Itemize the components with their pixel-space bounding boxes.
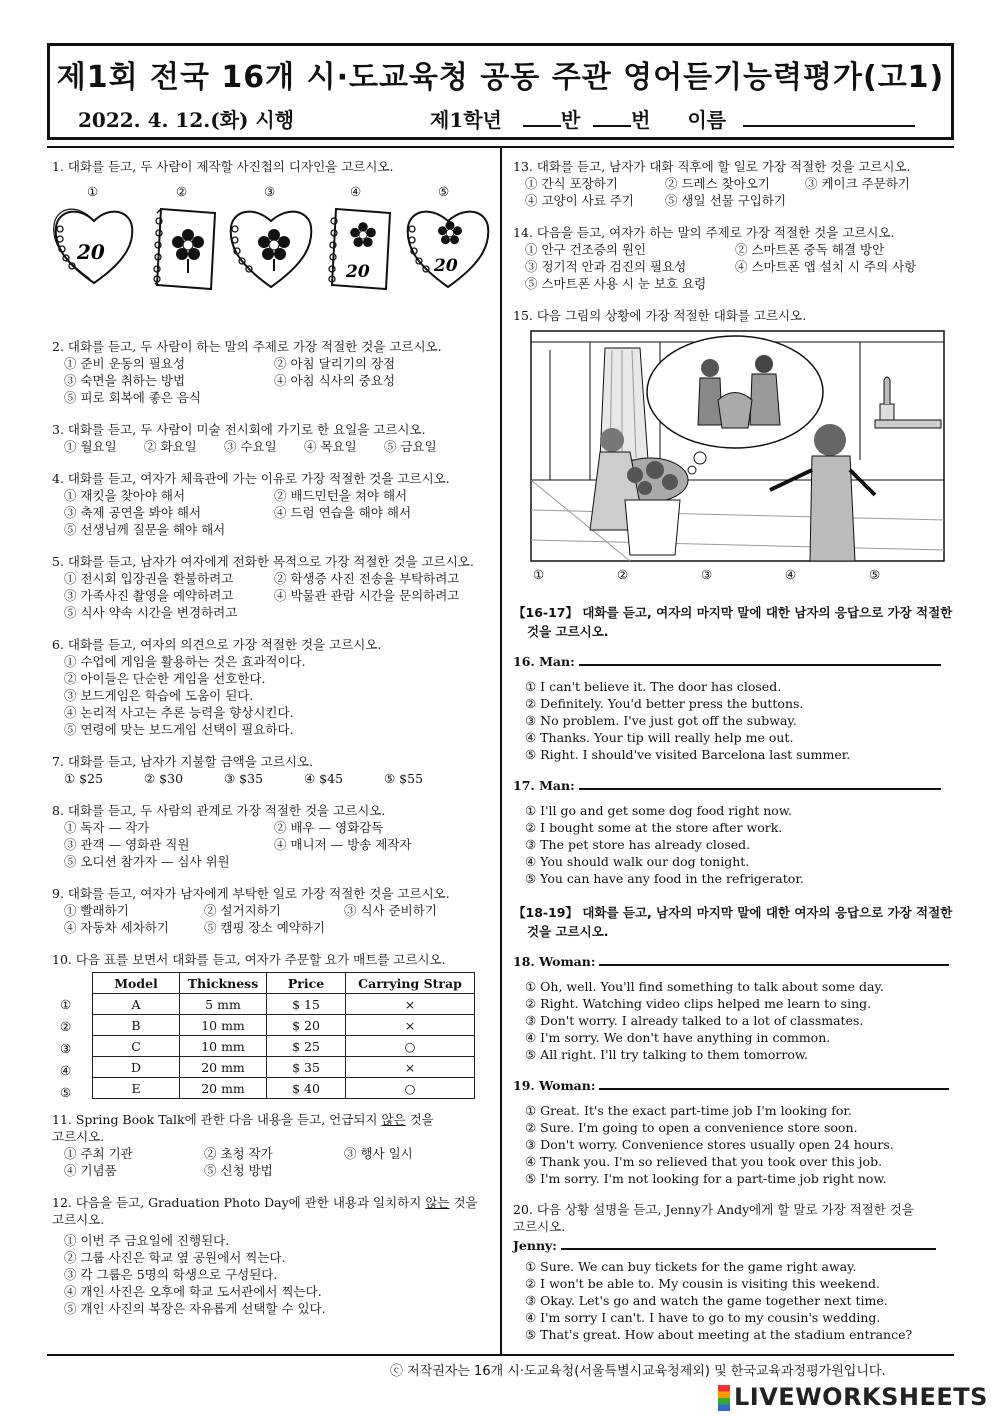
q20-option-5[interactable]: ⑤ That's great. How about meeting at the stadium entrance? [525,1327,913,1342]
question-8 [52,802,492,870]
question-18 [513,953,953,1063]
q1-num-2[interactable]: ② [176,184,188,199]
cell-model: B [93,1015,180,1036]
q15-option-5[interactable]: ⑤ [869,567,881,582]
q6-option-2[interactable]: ② 아이들은 단순한 게임을 선호한다. [64,671,266,686]
logo-mark-icon [718,1385,730,1411]
q13-option-5[interactable]: ⑤ 생일 선물 구입하기 [665,193,787,208]
left-column [52,158,492,1317]
album-5-label: 20 [434,256,458,276]
q17-option-4[interactable]: ④ You should walk our dog tonight. [525,854,750,869]
room-scene-illustration [530,330,945,562]
q11-option-2[interactable]: ② 초청 작가 [204,1146,273,1161]
album-rect-flower-20-icon [322,205,397,295]
grade-label: 제1학년 [430,108,502,132]
q20-text-a: 20. 다음 상황 설명을 듣고, Jenny가 Andy에게 할 말로 가장 적절한 것을 [513,1202,914,1217]
q15-option-2[interactable]: ② [617,567,629,582]
question-13 [513,158,953,209]
cell-thickness: 5 mm [180,994,267,1015]
q6-option-1[interactable]: ① 수업에 게임을 활용하는 것은 효과적이다. [64,654,306,669]
q20-option-3[interactable]: ③ Okay. Let's go and watch the game together next time. [525,1293,888,1308]
q15-text: 15. 다음 그림의 상황에 가장 적절한 대화를 고르시오. [513,308,807,323]
album-heart-20-icon [52,203,137,289]
exam-title: 제1회 전국 16개 시·도교육청 공동 주관 영어듣기능력평가(고1) [56,60,945,95]
q16-label: 16. Man: [513,654,575,669]
q18-option-5[interactable]: ⑤ All right. I'll try talking to them tomorrow. [525,1047,809,1062]
q12-option-5[interactable]: ⑤ 개인 사진의 복장은 자유롭게 선택할 수 있다. [64,1301,326,1316]
q6-option-4[interactable]: ④ 논리적 사고는 추론 능력을 향상시킨다. [64,705,294,720]
q10-num-5[interactable]: ⑤ [60,1085,72,1100]
table-row[interactable] [93,1057,475,1078]
q16-option-2[interactable]: ② Definitely. You'd better press the buttons. [525,696,804,711]
number-blank[interactable] [593,109,631,127]
q16-option-3[interactable]: ③ No problem. I've just got off the subway. [525,713,797,728]
album-flower-rect-icon [147,205,222,293]
q8-option-4[interactable]: ④ 매니저 — 방송 제작자 [274,837,412,852]
q9-option-1[interactable]: ① 빨래하기 [64,903,129,918]
question-12 [52,1194,492,1317]
q18-option-2[interactable]: ② Right. Watching video clips helped me learn to sing. [525,996,872,1011]
exam-date: 2022. 4. 12.(화) 시행 [78,108,295,132]
q6-option-5[interactable]: ⑤ 연령에 맞는 보드게임 선택이 필요하다. [64,722,294,737]
cell-model: D [93,1057,180,1078]
q8-option-1[interactable]: ① 독자 — 작가 [64,820,150,835]
col-header-strap: Carrying Strap [346,973,475,994]
q18-option-3[interactable]: ③ Don't worry. I already talked to a lot of classmates. [525,1013,864,1028]
copyright-notice: ⓒ 저작권자는 16개 시·도교육청(서울특별시교육청제외) 및 한국교육과정평가원입니다. [390,1364,886,1379]
q17-option-1[interactable]: ① I'll go and get some dog food right now. [525,803,793,818]
q1-num-5[interactable]: ⑤ [438,184,450,199]
q8-option-2[interactable]: ② 배우 — 영화감독 [274,820,384,835]
number-label: 번 [631,108,651,132]
q17-label: 17. Man: [513,778,575,793]
q5-option-5[interactable]: ⑤ 식사 약속 시간을 변경하려고 [64,605,238,620]
q9-option-3[interactable]: ③ 식사 준비하기 [344,903,437,918]
q11-option-3[interactable]: ③ 행사 일시 [344,1146,413,1161]
cell-model: E [93,1078,180,1099]
q17-option-3[interactable]: ③ The pet store has already closed. [525,837,751,852]
q3-option-4[interactable]: ④ 목요일 [304,439,357,454]
q2-option-4[interactable]: ④ 아침 식사의 중요성 [274,373,396,388]
q14-option-5[interactable]: ⑤ 스마트폰 사용 시 눈 보호 요령 [525,276,707,291]
cell-price: $ 20 [267,1015,346,1036]
cell-strap: × [346,994,475,1015]
q15-option-4[interactable]: ④ [785,567,797,582]
cell-thickness: 20 mm [180,1078,267,1099]
q12-underline: 않는 [425,1195,450,1210]
divider-bottom [47,1354,954,1356]
q4-option-4[interactable]: ④ 드럼 연습을 해야 해서 [274,505,412,520]
q16-option-1[interactable]: ① I can't believe it. The door has closed. [525,679,782,694]
q6-option-3[interactable]: ③ 보드게임은 학습에 도움이 된다. [64,688,254,703]
cell-strap: × [346,1015,475,1036]
q10-num-4[interactable]: ④ [60,1063,72,1078]
q4-option-1[interactable]: ① 재킷을 찾아야 해서 [64,488,186,503]
q5-option-1[interactable]: ① 전시회 입장권을 환불하려고 [64,571,234,586]
q18-option-4[interactable]: ④ I'm sorry. We don't have anything in common. [525,1030,831,1045]
q11-text-b: 것을 [405,1112,434,1127]
q12-option-1[interactable]: ① 이번 주 금요일에 진행된다. [64,1233,230,1248]
q9-text: 9. 대화를 듣고, 여자가 남자에게 부탁한 일로 가장 적절한 것을 고르시오. [52,886,450,901]
q14-text: 14. 다음을 듣고, 여자가 하는 말의 주제로 가장 적절한 것을 고르시오. [513,225,895,240]
cell-price: $ 25 [267,1036,346,1057]
question-19 [513,1077,953,1187]
q11-option-5[interactable]: ⑤ 신청 방법 [204,1163,273,1178]
album-heart-flower-20-icon [404,203,492,293]
class-blank[interactable] [523,109,561,127]
question-17 [513,777,953,887]
q16-option-4[interactable]: ④ Thanks. Your tip will really help me out. [525,730,794,745]
q7-option-2[interactable]: ② $30 [144,771,184,786]
q20-option-1[interactable]: ① Sure. We can buy tickets for the game right away. [525,1259,857,1274]
q19-option-5[interactable]: ⑤ I'm sorry. I'm not looking for a part-time job right now. [525,1171,887,1186]
q16-option-5[interactable]: ⑤ Right. I should've visited Barcelona last summer. [525,747,851,762]
q7-text: 7. 대화를 듣고, 남자가 지불할 금액을 고르시오. [52,754,314,769]
cell-thickness: 10 mm [180,1015,267,1036]
q8-option-5[interactable]: ⑤ 오디션 참가자 — 심사 위원 [64,854,230,869]
q16-answer-blank[interactable] [579,654,941,666]
q11-option-1[interactable]: ① 주최 기관 [64,1146,133,1161]
q4-text: 4. 대화를 듣고, 여자가 체육관에 가는 이유로 가장 적절한 것을 고르시오. [52,471,450,486]
q15-option-3[interactable]: ③ [701,567,713,582]
table-row[interactable] [93,1078,475,1099]
q10-num-2[interactable]: ② [60,1019,72,1034]
name-label: 이름 [687,108,727,132]
q1-text: 1. 대화를 듣고, 두 사람이 제작할 사진첩의 디자인을 고르시오. [52,159,394,174]
question-7 [52,753,492,787]
q9-option-2[interactable]: ② 설거지하기 [204,903,281,918]
album-4-label: 20 [346,262,370,282]
q20-option-2[interactable]: ② I won't be able to. My cousin is visiting this weekend. [525,1276,880,1291]
q13-option-2[interactable]: ② 드레스 찾아오기 [665,176,770,191]
question-10 [52,951,492,1099]
cell-price: $ 15 [267,994,346,1015]
q3-option-5[interactable]: ⑤ 금요일 [384,439,437,454]
q10-table-wrap [52,972,492,1099]
q10-num-1[interactable]: ① [60,997,72,1012]
question-1 [52,158,492,301]
q19-answer-blank[interactable] [599,1078,949,1090]
q11-option-4[interactable]: ④ 기념품 [64,1163,117,1178]
q12-option-3[interactable]: ③ 각 그룹은 5명의 학생으로 구성된다. [64,1267,278,1282]
table-row[interactable] [93,1015,475,1036]
q20-answer-blank[interactable] [561,1238,936,1250]
question-14 [513,224,953,292]
q14-option-4[interactable]: ④ 스마트폰 앱 설치 시 주의 사항 [735,259,917,274]
cell-thickness: 20 mm [180,1057,267,1078]
album-heart-flower-icon [227,203,315,293]
student-info [430,104,915,133]
q20-text-b: 고르시오. [513,1219,566,1234]
q12-text-a: 12. 다음을 듣고, Graduation Photo Day에 관한 내용과 일치하지 [52,1195,426,1210]
table-row[interactable] [93,1036,475,1057]
col-header-price: Price [267,973,346,994]
q6-text: 6. 대화를 듣고, 여자의 의견으로 가장 적절한 것을 고르시오. [52,637,382,652]
q12-text [52,1194,492,1211]
q17-option-5[interactable]: ⑤ You can have any food in the refrigerator. [525,871,804,886]
q18-label: 18. Woman: [513,954,596,969]
table-row[interactable] [93,994,475,1015]
q14-option-2[interactable]: ② 스마트폰 중독 해결 방안 [735,242,885,257]
cell-thickness: 10 mm [180,1036,267,1057]
q13-option-4[interactable]: ④ 고양이 사료 주기 [525,193,634,208]
question-11 [52,1111,492,1179]
col-header-thickness: Thickness [180,973,267,994]
q3-text: 3. 대화를 듣고, 두 사람이 미술 전시회에 가기로 한 요일을 고르시오. [52,422,426,437]
section-16-17-line2: 것을 고르시오. [527,624,609,639]
section-18-19-line1: 【18-19】 대화를 듣고, 남자의 마지막 말에 대한 여자의 응답으로 가장 적절한 [513,905,953,920]
section-18-19-line2: 것을 고르시오. [527,924,609,939]
question-3 [52,421,492,455]
q4-option-3[interactable]: ③ 축제 공연을 봐야 해서 [64,505,202,520]
q1-choices [52,181,492,301]
q5-option-2[interactable]: ② 학생증 사진 전송을 부탁하려고 [274,571,460,586]
q7-option-5[interactable]: ⑤ $55 [384,771,424,786]
question-9 [52,885,492,936]
q20-label: Jenny: [513,1238,557,1253]
question-2 [52,338,492,406]
q8-text: 8. 대화를 듣고, 두 사람의 관계로 가장 적절한 것을 고르시오. [52,803,386,818]
q2-text: 2. 대화를 듣고, 두 사람이 하는 말의 주제로 가장 적절한 것을 고르시오. [52,339,442,354]
exam-header [47,43,954,140]
q13-option-1[interactable]: ① 간식 포장하기 [525,176,618,191]
q19-option-1[interactable]: ① Great. It's the exact part-time job I'm looking for. [525,1103,852,1118]
q9-option-5[interactable]: ⑤ 캠핑 장소 예약하기 [204,920,326,935]
question-5 [52,553,492,621]
section-16-17-line1: 【16-17】 대화를 듣고, 여자의 마지막 말에 대한 남자의 응답으로 가장 적절한 [513,605,953,620]
q13-option-3[interactable]: ③ 케이크 주문하기 [805,176,910,191]
q12-text-c: 고르시오. [52,1212,105,1227]
album-1-label: 20 [77,240,105,264]
q5-option-4[interactable]: ④ 박물관 관람 시간을 문의하려고 [274,588,460,603]
cell-price: $ 35 [267,1057,346,1078]
question-15 [513,307,953,583]
q7-option-3[interactable]: ③ $35 [224,771,264,786]
q19-option-4[interactable]: ④ Thank you. I'm so relieved that you took over this job. [525,1154,883,1169]
q19-label: 19. Woman: [513,1078,596,1093]
q11-text-a: 11. Spring Book Talk에 관한 다음 내용을 듣고, 언급되지 [52,1112,382,1127]
q12-option-2[interactable]: ② 그룹 사진은 학교 옆 공원에서 찍는다. [64,1250,286,1265]
q2-option-3[interactable]: ③ 숙면을 취하는 방법 [64,373,186,388]
q13-text: 13. 대화를 듣고, 남자가 대화 직후에 할 일로 가장 적절한 것을 고르시오. [513,159,911,174]
q18-answer-blank[interactable] [599,954,949,966]
q17-option-2[interactable]: ② I bought some at the store after work. [525,820,783,835]
q3-option-3[interactable]: ③ 수요일 [224,439,277,454]
column-divider [500,147,502,1354]
q20-option-4[interactable]: ④ I'm sorry I can't. I have to go to my cousin's wedding. [525,1310,881,1325]
question-4 [52,470,492,538]
q11-underline: 않은 [381,1112,406,1127]
q19-option-3[interactable]: ③ Don't worry. Convenience stores usually open 24 hours. [525,1137,894,1152]
q9-option-4[interactable]: ④ 자동차 세차하기 [64,920,169,935]
q17-answer-blank[interactable] [579,778,941,790]
q1-num-1[interactable]: ① [87,184,99,199]
section-18-19 [513,903,953,941]
q2-option-2[interactable]: ② 아침 달리기의 장점 [274,356,396,371]
q3-option-2[interactable]: ② 화요일 [144,439,197,454]
q18-option-1[interactable]: ① Oh, well. You'll find something to talk about some day. [525,979,884,994]
q10-text: 10. 다음 표를 보면서 대화를 듣고, 여자가 주문할 요가 매트를 고르시오. [52,952,446,967]
q2-option-1[interactable]: ① 준비 운동의 필요성 [64,356,186,371]
cell-model: C [93,1036,180,1057]
q15-option-1[interactable]: ① [533,567,545,582]
q11-text [52,1111,492,1128]
q8-option-3[interactable]: ③ 관객 — 영화관 직원 [64,837,190,852]
q5-option-3[interactable]: ③ 가족사진 촬영을 예약하려고 [64,588,234,603]
yoga-mat-table [92,972,475,1099]
q12-text-b: 것을 [449,1195,478,1210]
q7-option-4[interactable]: ④ $45 [304,771,344,786]
q2-option-5[interactable]: ⑤ 피로 회복에 좋은 음식 [64,390,202,405]
cell-model: A [93,994,180,1015]
col-header-model: Model [93,973,180,994]
question-6 [52,636,492,738]
question-16 [513,653,953,763]
q1-num-4[interactable]: ④ [350,184,362,199]
cell-strap: ○ [346,1078,475,1099]
q4-option-5[interactable]: ⑤ 선생님께 질문을 해야 해서 [64,522,226,537]
right-column [513,158,953,1343]
q4-option-2[interactable]: ② 배드민턴을 쳐야 해서 [274,488,408,503]
section-16-17 [513,603,953,641]
q5-text: 5. 대화를 듣고, 남자가 여자에게 전화한 목적으로 가장 적절한 것을 고르시오. [52,554,474,569]
q10-num-3[interactable]: ③ [60,1041,72,1056]
q1-num-3[interactable]: ③ [264,184,276,199]
question-20 [513,1201,953,1343]
q19-option-2[interactable]: ② Sure. I'm going to open a convenience store soon. [525,1120,858,1135]
q14-option-1[interactable]: ① 안구 건조증의 원인 [525,242,647,257]
q7-option-1[interactable]: ① $25 [64,771,104,786]
class-label: 반 [560,108,581,132]
cell-strap: ○ [346,1036,475,1057]
table-header-row [93,973,475,994]
name-blank[interactable] [743,109,915,127]
q12-option-4[interactable]: ④ 개인 사진은 오후에 학교 도서관에서 찍는다. [64,1284,322,1299]
q3-option-1[interactable]: ① 월요일 [64,439,117,454]
cell-price: $ 40 [267,1078,346,1099]
q11-text-c: 고르시오. [52,1129,105,1144]
cell-strap: × [346,1057,475,1078]
logo-text: LIVEWORKSHEETS [734,1383,988,1411]
q14-option-3[interactable]: ③ 정기적 안과 검진의 필요성 [525,259,687,274]
liveworksheets-logo[interactable] [718,1383,988,1411]
